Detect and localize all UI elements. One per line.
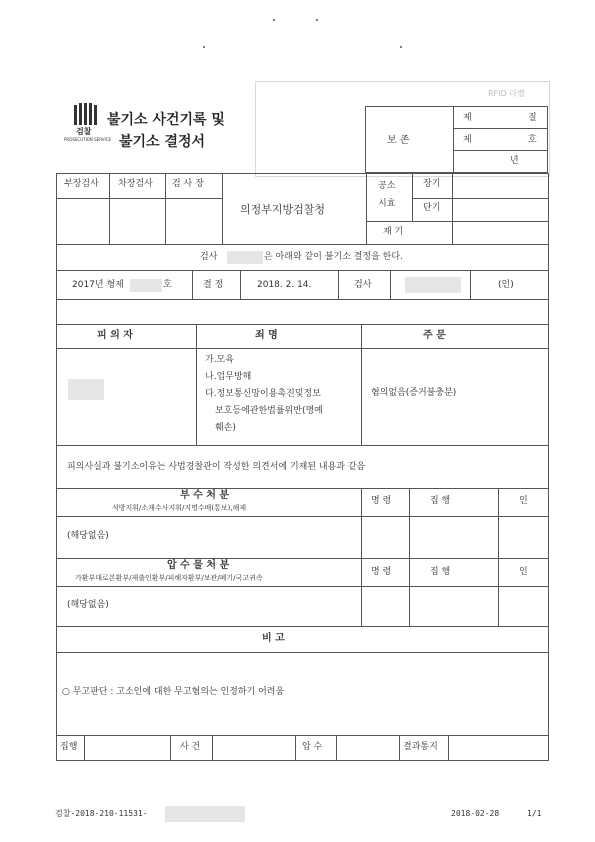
- charge-item-a: 가.모욕: [205, 355, 234, 365]
- attached-seal-label: 인: [519, 496, 528, 506]
- seized-seal-label: 인: [519, 567, 528, 577]
- seized-order-label: 명 령: [371, 567, 392, 577]
- seized-subtitle: 가환부대로본환부/제출인환부/피해자환부/보관/폐기/국고귀속: [75, 574, 263, 582]
- footer-doc-number: 검찰-2018-210-11531-: [55, 809, 148, 818]
- case-no-suffix: 호: [163, 280, 172, 290]
- document-title-line2: 불기소 결정서: [119, 134, 206, 150]
- decision-prefix: 검사: [200, 252, 218, 262]
- approval-col-head: 검 사 장: [172, 179, 204, 189]
- scan-mark: [400, 46, 402, 48]
- charge-item-c-cont2: 훼손): [215, 423, 236, 433]
- bottom-execution: 집행: [60, 742, 78, 752]
- attached-title: 부 수 처 분: [180, 490, 230, 501]
- footer-date: 2018-02-28: [451, 809, 500, 818]
- attached-order-label: 명 령: [371, 496, 392, 506]
- attached-subtitle: 석방지휘/소재수사지휘/지명수배(통보),해제: [112, 504, 247, 512]
- document-title-line1: 불기소 사건기록 및: [107, 112, 225, 128]
- seized-execute-label: 집 행: [430, 567, 451, 577]
- header-suspect: 피 의 자: [97, 330, 133, 341]
- seal-mark: (인): [498, 280, 514, 290]
- office-name: 의정부지방검찰청: [240, 203, 326, 216]
- statute-short: 단기: [423, 203, 441, 213]
- preservation-jil: 질: [528, 113, 537, 123]
- redacted-case-no: [130, 279, 162, 292]
- statute-label-1: 공소: [378, 181, 396, 191]
- attached-body: (해당없음): [67, 531, 109, 541]
- footer-page: 1/1: [527, 809, 542, 818]
- scan-mark: [203, 46, 205, 48]
- charge-item-c-cont1: 보호등에관한법률위반(명예: [215, 406, 323, 416]
- header-disposition: 주 문: [423, 330, 446, 341]
- scan-mark: [273, 19, 275, 21]
- logo-subtext: PROSECUTION SERVICE: [64, 137, 112, 142]
- reason-text: 피의사실과 불기소이유는 사법경찰관이 작성한 의견서에 기재된 내용과 같음: [67, 462, 366, 472]
- bottom-notice: 결과통지: [403, 742, 438, 752]
- bottom-seizure: 압 수: [302, 742, 323, 752]
- statute-long: 장기: [423, 179, 441, 189]
- preservation-je-1: 제: [463, 113, 472, 123]
- preservation-ho: 호: [528, 135, 537, 145]
- approval-col-deputy: 차장검사: [118, 179, 153, 189]
- redacted-prosecutor-name: [227, 251, 263, 264]
- case-no-prefix: 2017년 형제: [72, 280, 124, 290]
- prosecution-logo-icon: [72, 103, 102, 125]
- logo-text: 검찰: [76, 127, 92, 136]
- redacted-doc-suffix: [165, 806, 245, 822]
- preservation-je-2: 제: [463, 135, 472, 145]
- header-charge: 죄 명: [255, 330, 278, 341]
- charge-item-c: 다.정보통신망이용촉진및정보: [205, 389, 321, 399]
- charge-item-b: 나.업무방해: [205, 372, 252, 382]
- prosecutor-label: 검사: [354, 280, 372, 290]
- scan-mark: [316, 19, 318, 21]
- rfid-label: RFID 라벨: [488, 89, 525, 98]
- redacted-prosecutor: [405, 277, 461, 293]
- bottom-case: 사 건: [180, 742, 201, 752]
- retrial-label: 재 기: [383, 227, 404, 237]
- preservation-label: 보 존: [387, 135, 410, 146]
- preservation-year: 년: [510, 156, 519, 166]
- attached-execute-label: 집 행: [430, 496, 451, 506]
- decision-label: 결 정: [203, 280, 224, 290]
- seized-title: 압 수 물 처 분: [167, 560, 230, 571]
- disposition-text: 혐의없음(증거불충분): [371, 388, 457, 398]
- seized-body: (해당없음): [67, 600, 109, 610]
- redacted-suspect-name: [68, 379, 104, 400]
- decision-date: 2018. 2. 14.: [257, 280, 312, 290]
- approval-col-chief: 부장검사: [64, 179, 99, 189]
- statute-label-2: 시효: [378, 199, 396, 209]
- decision-sentence: 은 아래와 같이 불기소 결정을 한다.: [264, 252, 403, 262]
- remarks-text: ○ 무고판단 : 고소인에 대한 무고혐의는 인정하기 어려움: [62, 687, 285, 697]
- remarks-title: 비 고: [262, 633, 285, 644]
